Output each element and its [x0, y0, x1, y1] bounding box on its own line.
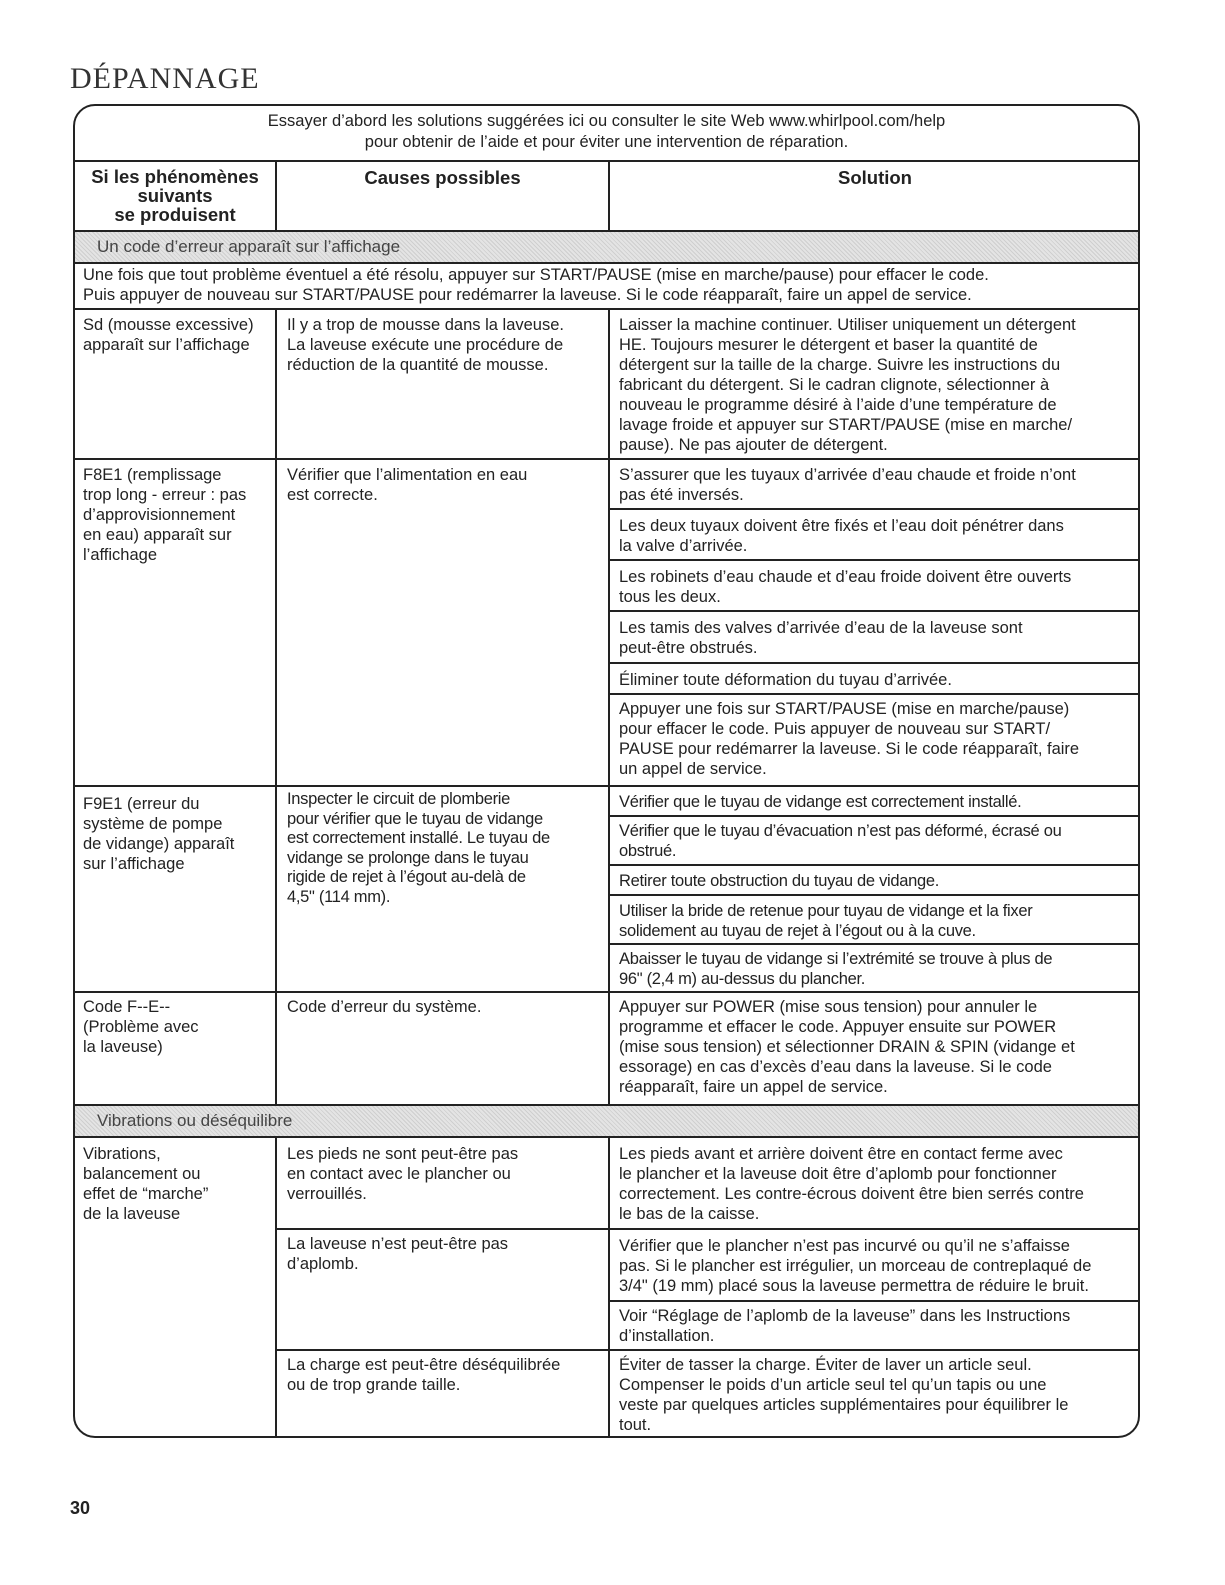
divider	[608, 1138, 610, 1438]
divider	[608, 559, 1140, 561]
header-solution: Solution	[838, 167, 912, 188]
divider	[608, 508, 1140, 510]
divider	[75, 308, 1138, 310]
divider	[75, 1136, 1138, 1138]
divider	[608, 894, 1140, 896]
divider	[608, 610, 1140, 612]
solution-f8e1-2: Les deux tuyaux doivent être fixés et l’eau doit pénétrer dans la valve d’arrivée.	[619, 517, 1064, 555]
divider	[608, 864, 1140, 866]
symptom-code-fe: Code F--E-- (Problème avec la laveuse)	[83, 998, 199, 1056]
solution-f9e1-1: Vérifier que le tuyau de vidange est correctement installé.	[619, 793, 1022, 811]
solution-level-1: Vérifier que le plancher n’est pas incurvé ou qu’il ne s’affaisse pas. Si le plancher est irrégulier, un morceau de contreplaqué de 3/4" (19 mm) placé sous la laveuse permettra de réduire le bruit.	[619, 1237, 1092, 1295]
divider	[75, 991, 1138, 993]
intro-line-1: Essayer d’abord les solutions suggérées ici ou consulter le site Web www.whirlpool.com/help	[267, 112, 946, 130]
symptom-f8e1: F8E1 (remplissage trop long - erreur : pas d’approvisionnement en eau) apparaît sur l’affichage	[83, 466, 247, 564]
cause-sd: Il y a trop de mousse dans la laveuse. La laveuse exécute une procédure de réduction de la quantité de mousse.	[287, 316, 564, 374]
divider	[75, 160, 1138, 162]
section-note: Une fois que tout problème éventuel a été résolu, appuyer sur START/PAUSE (mise en marche/pause) pour effacer le code. Puis appuyer de nouveau sur START/PAUSE pour redémarrer la laveuse. Si le code réapparaît, faire un appel de service.	[83, 266, 989, 304]
solution-f8e1-5: Éliminer toute déformation du tuyau d’arrivée.	[619, 671, 952, 689]
cause-f9e1: Inspecter le circuit de plomberie pour vérifier que le tuyau de vidange est correctement installé. Le tuyau de vidange se prolonge dans le tuyau rigide de rejet à l’égout au-delà de 4,5" (114 mm).	[287, 790, 550, 906]
intro-line-2: pour obtenir de l’aide et pour éviter une intervention de réparation.	[364, 133, 849, 151]
divider	[608, 1300, 1140, 1302]
divider	[608, 815, 1140, 817]
header-causes: Causes possibles	[364, 167, 521, 188]
symptom-vibrations: Vibrations, balancement ou effet de “marche” de la laveuse	[83, 1145, 209, 1223]
solution-sd: Laisser la machine continuer. Utiliser uniquement un détergent HE. Toujours mesurer le détergent et baser la quantité de détergent sur la taille de la charge. Suivre les instructions du fabricant du détergent. Si le cadran clignote, sélectionner à nouveau le programme désiré à l’aide d’une température de lavage froide et appuyer sur START/PAUSE (mise en marche/ pause). Ne pas ajouter de détergent.	[619, 316, 1076, 454]
cause-f8e1: Vérifier que l’alimentation en eau est correcte.	[287, 466, 528, 504]
divider	[275, 160, 277, 231]
section-band-error-codes	[75, 232, 1138, 262]
divider	[608, 662, 1140, 664]
divider	[75, 262, 1138, 264]
symptom-sd: Sd (mousse excessive) apparaît sur l’affichage	[83, 316, 254, 354]
page-title: DÉPANNAGE	[70, 62, 260, 95]
divider	[275, 1228, 1140, 1230]
divider	[275, 1349, 1140, 1351]
section-title: Vibrations ou déséquilibre	[97, 1111, 293, 1130]
section-title: Un code d’erreur apparaît sur l’affichage	[97, 237, 401, 256]
section-band-vibrations	[75, 1106, 1138, 1136]
divider	[608, 310, 610, 1106]
divider	[275, 1138, 277, 1438]
troubleshooting-table	[73, 104, 1140, 1438]
symptom-f9e1: F9E1 (erreur du système de pompe de vidange) apparaît sur l’affichage	[83, 795, 235, 873]
solution-f8e1-4: Les tamis des valves d’arrivée d’eau de la laveuse sont peut-être obstrués.	[619, 619, 1023, 657]
divider	[75, 785, 1138, 787]
divider	[608, 160, 610, 231]
solution-load: Éviter de tasser la charge. Éviter de laver un article seul. Compenser le poids d’un article seul tel qu’un tapis ou une veste par quelques articles supplémentaires pour équilibrer le tout.	[619, 1356, 1069, 1434]
solution-f8e1-1: S’assurer que les tuyaux d’arrivée d’eau chaude et froide n’ont pas été inversés.	[619, 466, 1076, 504]
cause-load: La charge est peut-être déséquilibrée ou de trop grande taille.	[287, 1356, 561, 1394]
solution-level-2: Voir “Réglage de l’aplomb de la laveuse” dans les Instructions d’installation.	[619, 1307, 1071, 1345]
solution-f9e1-4: Utiliser la bride de retenue pour tuyau de vidange et la fixer solidement au tuyau de rejet à l’égout ou à la cuve.	[619, 902, 1033, 940]
divider	[275, 310, 277, 1106]
solution-f9e1-5: Abaisser le tuyau de vidange si l’extrémité se trouve à plus de 96" (2,4 m) au-dessus du plancher.	[619, 950, 1053, 988]
intro-text	[75, 111, 1138, 153]
solution-f8e1-3: Les robinets d’eau chaude et d’eau froide doivent être ouverts tous les deux.	[619, 568, 1072, 606]
cause-feet: Les pieds ne sont peut-être pas en contact avec le plancher ou verrouillés.	[287, 1145, 519, 1203]
page-number: 30	[70, 1498, 91, 1518]
cause-level: La laveuse n’est peut-être pas d’aplomb.	[287, 1235, 509, 1273]
solution-feet: Les pieds avant et arrière doivent être en contact ferme avec le plancher et la laveuse doit être d’aplomb pour fonctionner correctement. Les contre-écrous doivent être bien serrés contre le bas de la caisse.	[619, 1145, 1084, 1223]
divider	[608, 943, 1140, 945]
solution-f9e1-3: Retirer toute obstruction du tuyau de vidange.	[619, 872, 940, 890]
cause-code-fe: Code d’erreur du système.	[287, 998, 482, 1016]
solution-f8e1-6: Appuyer une fois sur START/PAUSE (mise en marche/pause) pour effacer le code. Puis appuyer de nouveau sur START/ PAUSE pour redémarrer la laveuse. Si le code réapparaît, faire un appel de service.	[619, 700, 1080, 778]
divider	[75, 458, 1138, 460]
header-symptoms: Si les phénomènes suivants se produisent	[91, 166, 259, 225]
solution-code-fe: Appuyer sur POWER (mise sous tension) pour annuler le programme et effacer le code. Appuyer ensuite sur POWER (mise sous tension) et sélectionner DRAIN & SPIN (vidange et essorage) en cas d’excès d’eau dans la laveuse. Si le code réapparaît, faire un appel de service.	[619, 998, 1075, 1096]
solution-f9e1-2: Vérifier que le tuyau d’évacuation n’est pas déformé, écrasé ou obstrué.	[619, 822, 1062, 860]
divider	[608, 693, 1140, 695]
